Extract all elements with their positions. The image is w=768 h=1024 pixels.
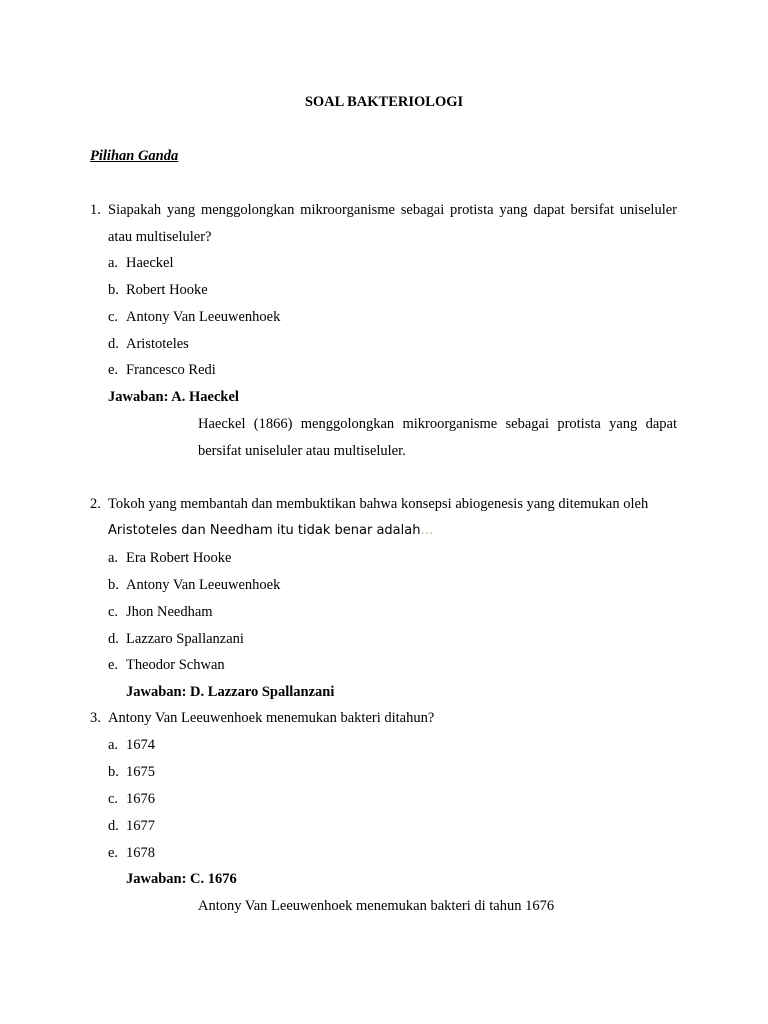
question-2-text-line2: [108, 524, 433, 537]
q2-option-d-text: Lazzaro Spallanzani: [126, 631, 244, 647]
q2-option-c-letter: c.: [108, 604, 119, 620]
q3-explanation: Antony Van Leeuwenhoek menemukan bakteri di tahun 1676: [198, 898, 555, 914]
q3-answer: Jawaban: C. 1676: [126, 871, 237, 887]
q3-option-e-text: 1678: [126, 845, 155, 861]
q1-option-e-letter: e.: [108, 362, 119, 378]
q2-option-b-text: Antony Van Leeuwenhoek: [126, 577, 281, 593]
q2-answer: Jawaban: D. Lazzaro Spallanzani: [126, 684, 335, 700]
q3-option-e-letter: e.: [108, 845, 119, 861]
question-3-text: Antony Van Leeuwenhoek menemukan bakteri ditahun?: [108, 710, 435, 726]
q2-option-e-letter: e.: [108, 657, 119, 673]
q1-option-a-letter: a.: [108, 255, 119, 271]
q3-option-a-letter: a.: [108, 737, 119, 753]
q3-option-b-letter: b.: [108, 764, 119, 780]
q2-option-d-letter: d.: [108, 631, 119, 647]
q1-option-c-letter: c.: [108, 309, 119, 325]
q3-option-d-letter: d.: [108, 818, 119, 834]
q3-option-d-text: 1677: [126, 818, 155, 834]
q1-option-b-letter: b.: [108, 282, 119, 298]
q1-option-a-text: Haeckel: [126, 255, 174, 271]
question-2-number: 2.: [90, 496, 101, 512]
q1-option-e-text: Francesco Redi: [126, 362, 216, 378]
question-2-text-line1: Tokoh yang membantah dan membuktikan bahwa konsepsi abiogenesis yang ditemukan oleh: [108, 496, 649, 512]
q1-explanation: Haeckel (1866) menggolongkan mikroorganisme sebagai protista yang dapat bersifat uniseluler atau multiseluler.: [198, 416, 677, 459]
question-1-number: 1.: [90, 202, 101, 218]
q2-option-c-text: Jhon Needham: [126, 604, 213, 620]
question-2-ellipsis: …: [420, 523, 434, 538]
q1-answer: Jawaban: A. Haeckel: [108, 389, 239, 405]
q2-option-e-text: Theodor Schwan: [126, 657, 225, 673]
q2-option-a-text: Era Robert Hooke: [126, 550, 232, 566]
page-title: SOAL BAKTERIOLOGI: [304, 94, 464, 110]
q1-option-b-text: Robert Hooke: [126, 282, 208, 298]
question-3-number: 3.: [90, 710, 101, 726]
q3-option-a-text: 1674: [126, 737, 155, 753]
question-1-text: Siapakah yang menggolongkan mikroorganisme sebagai protista yang dapat bersifat uniseluler atau multiseluler?: [108, 202, 677, 245]
question-2-text-line2-main: Aristoteles dan Needham itu tidak benar adalah: [108, 523, 421, 538]
q1-option-c-text: Antony Van Leeuwenhoek: [126, 309, 281, 325]
q3-option-c-letter: c.: [108, 791, 119, 807]
section-title: Pilihan Ganda: [90, 148, 179, 164]
q1-option-d-letter: d.: [108, 336, 119, 352]
q2-option-a-letter: a.: [108, 550, 119, 566]
q1-option-d-text: Aristoteles: [126, 336, 189, 352]
q2-option-b-letter: b.: [108, 577, 119, 593]
q3-option-b-text: 1675: [126, 764, 155, 780]
q3-option-c-text: 1676: [126, 791, 155, 807]
